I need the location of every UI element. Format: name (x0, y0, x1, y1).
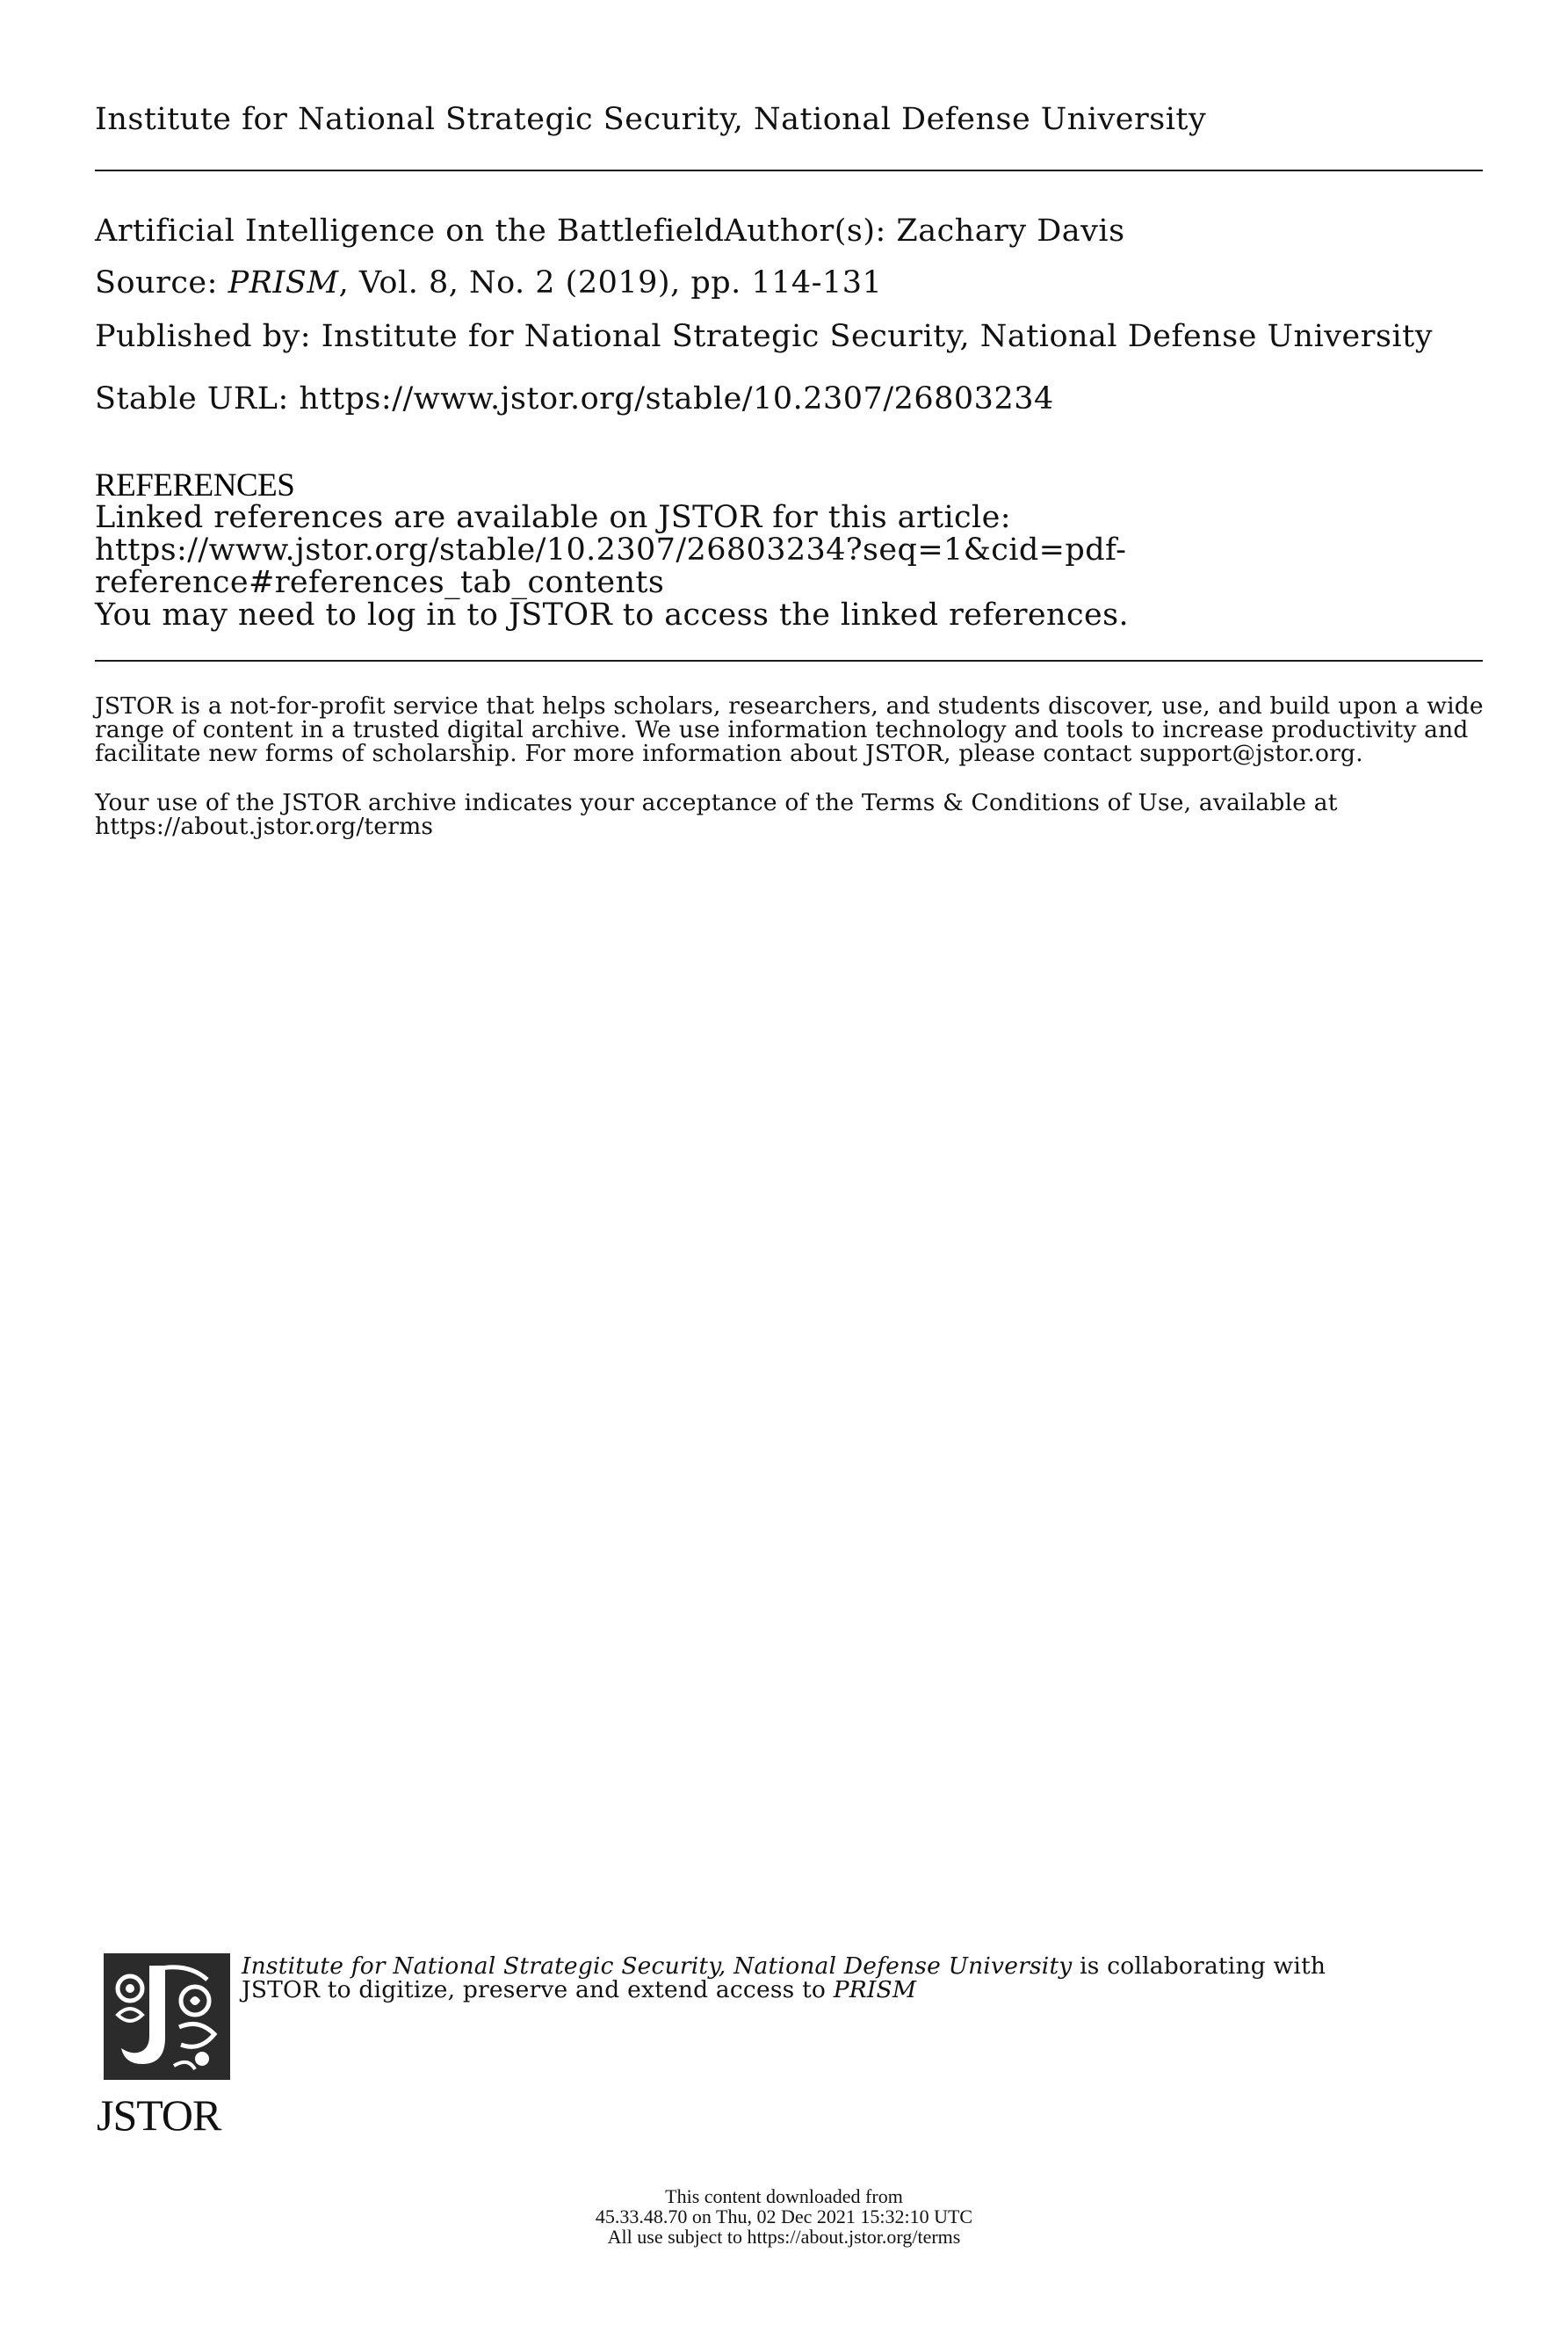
published-by: Published by: Institute for National Strategic Security, National Defense University (95, 319, 1433, 354)
jstor-wordmark: JSTOR (97, 2090, 221, 2140)
references-link-part2[interactable]: reference#references_tab_contents (95, 565, 665, 600)
notice-line: range of content in a trusted digital archive. We use information technology and tools to increase productivity and (95, 716, 1469, 743)
terms-notice (95, 791, 1338, 838)
collaboration-text: is collaborating with (1072, 1952, 1326, 1980)
stable-url-line (95, 381, 1054, 416)
terms-link[interactable]: https://about.jstor.org/terms (95, 813, 434, 840)
journal-name: PRISM (228, 265, 339, 301)
source-label: Source: (95, 265, 228, 301)
collaboration-journal: PRISM (833, 1976, 917, 2003)
stable-url-label: Stable URL: (95, 381, 300, 416)
terms-line: Your use of the JSTOR archive indicates your acceptance of the Terms & Conditions of Use, available at (95, 789, 1338, 816)
collaboration-line-2 (242, 1978, 1326, 2002)
collaboration-statement (242, 1954, 1326, 2002)
article-source (95, 265, 882, 301)
notice-line: JSTOR is a not-for-profit service that helps scholars, researchers, and students discover, use, and build upon a wide (95, 692, 1484, 720)
middle-divider (95, 660, 1483, 662)
download-footer (0, 2186, 1568, 2247)
references-link-part1[interactable]: https://www.jstor.org/stable/10.2307/26803234?seq=1&cid=pdf- (95, 532, 1127, 568)
article-title-author: Artificial Intelligence on the BattlefieldAuthor(s): Zachary Davis (95, 214, 1125, 249)
collaboration-line-1 (242, 1954, 1326, 1978)
collaboration-text: JSTOR to digitize, preserve and extend access to (242, 1976, 834, 2003)
references-login-note: You may need to log in to JSTOR to access the linked references. (95, 598, 1129, 633)
jstor-ornament-icon (104, 1953, 230, 2080)
jstor-notice (95, 694, 1484, 765)
collaborating-org: Institute for National Strategic Security, National Defense University (242, 1952, 1073, 1980)
references-intro: Linked references are available on JSTOR for this article: (95, 500, 1011, 535)
notice-line: facilitate new forms of scholarship. For more information about JSTOR, please contact support@jstor.org. (95, 740, 1363, 767)
publisher-header: Institute for National Strategic Security, National Defense University (95, 102, 1207, 137)
footer-line: This content downloaded from (665, 2185, 903, 2207)
stable-url-link[interactable]: https://www.jstor.org/stable/10.2307/26803234 (299, 381, 1054, 416)
footer-line: 45.33.48.70 on Thu, 02 Dec 2021 15:32:10 UTC (595, 2205, 973, 2227)
footer-line: All use subject to https://about.jstor.org/terms (607, 2226, 961, 2248)
references-heading: REFERENCES (95, 467, 295, 503)
source-details: , Vol. 8, No. 2 (2019), pp. 114-131 (338, 265, 883, 301)
references-section (95, 469, 1129, 632)
top-divider (95, 170, 1483, 171)
